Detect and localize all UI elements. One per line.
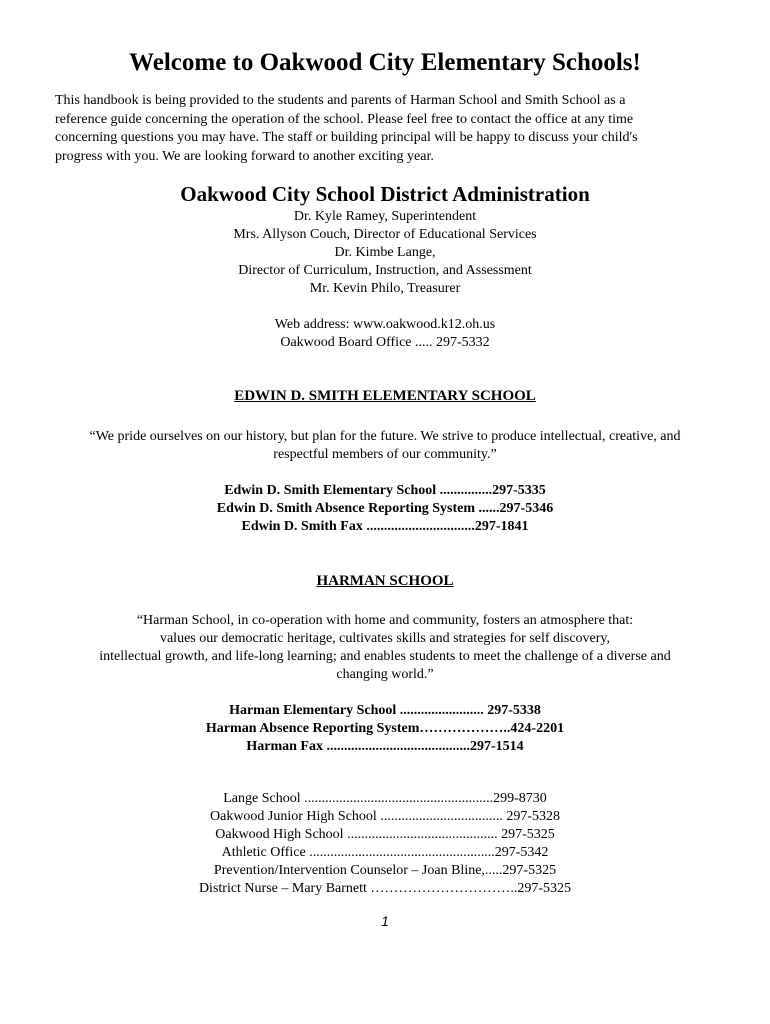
- contact-line: Athletic Office .....................................................297-5342: [221, 845, 549, 860]
- admin-line: Mr. Kevin Philo, Treasurer: [309, 281, 461, 296]
- quote-line: “Harman School, in co-operation with home and community, fosters an atmosphere that:: [136, 613, 634, 628]
- smith-contacts: [0, 482, 770, 536]
- admin-line: Director of Curriculum, Instruction, and Assessment: [238, 263, 532, 278]
- web-address: Web address: www.oakwood.k12.oh.us: [274, 317, 496, 332]
- page-number: 1: [381, 913, 389, 929]
- admin-line: Dr. Kimbe Lange,: [334, 245, 436, 260]
- contact-line: District Nurse – Mary Barnett …………………………..297-5325: [198, 881, 572, 896]
- quote-line: respectful members of our community.”: [273, 447, 497, 462]
- smith-heading: [0, 386, 770, 406]
- intro-line: reference guide concerning the operation of the school. Please feel free to contact the office at any time: [55, 111, 634, 127]
- contact-line: Oakwood Junior High School ................................... 297-5328: [210, 809, 560, 824]
- intro-paragraph: [55, 92, 725, 166]
- admin-line: Dr. Kyle Ramey, Superintendent: [293, 209, 477, 224]
- board-office: Oakwood Board Office ..... 297-5332: [280, 335, 490, 350]
- harman-contacts: [0, 702, 770, 756]
- smith-heading-text: EDWIN D. SMITH ELEMENTARY SCHOOL: [234, 388, 536, 404]
- harman-heading: [0, 571, 770, 591]
- harman-heading-text: HARMAN SCHOOL: [316, 573, 454, 589]
- quote-line: values our democratic heritage, cultivates skills and strategies for self discovery,: [159, 631, 611, 646]
- contact-line: Harman Fax .........................................297-1514: [246, 739, 524, 754]
- admin-line: Mrs. Allyson Couch, Director of Educational Services: [233, 227, 537, 242]
- contact-line: Edwin D. Smith Fax ...............................297-1841: [241, 519, 529, 534]
- smith-quote: [0, 428, 770, 464]
- administration-list: [0, 208, 770, 298]
- other-contacts: [0, 790, 770, 898]
- intro-line: concerning questions you may have. The staff or building principal will be happy to discuss your child's: [55, 130, 638, 145]
- harman-quote: [0, 612, 770, 684]
- intro-line: progress with you. We are looking forward to another exciting year.: [55, 148, 434, 164]
- quote-line: intellectual growth, and life-long learning; and enables students to meet the challenge of a diverse and: [99, 649, 671, 664]
- page-title: Welcome to Oakwood City Elementary Schools!: [129, 49, 641, 76]
- quote-line: “We pride ourselves on our history, but plan for the future. We strive to produce intellectual, creative, and: [89, 429, 681, 444]
- contact-line: Oakwood High School ........................................... 297-5325: [215, 827, 555, 842]
- quote-line: changing world.”: [336, 667, 434, 682]
- contact-line: Prevention/Intervention Counselor – Joan Bline,.....297-5325: [213, 863, 557, 878]
- contact-line: Harman Absence Reporting System………………..424-2201: [205, 721, 565, 736]
- contact-line: Harman Elementary School ........................ 297-5338: [229, 703, 541, 718]
- district-contact: [0, 316, 770, 352]
- intro-line: This handbook is being provided to the students and parents of Harman School and Smith School as a: [55, 93, 626, 108]
- contact-line: Lange School ......................................................299-8730: [223, 791, 547, 806]
- contact-line: Edwin D. Smith Elementary School ...............297-5335: [224, 483, 546, 498]
- administration-heading: Oakwood City School District Administration: [180, 182, 590, 206]
- contact-line: Edwin D. Smith Absence Reporting System ......297-5346: [216, 501, 554, 516]
